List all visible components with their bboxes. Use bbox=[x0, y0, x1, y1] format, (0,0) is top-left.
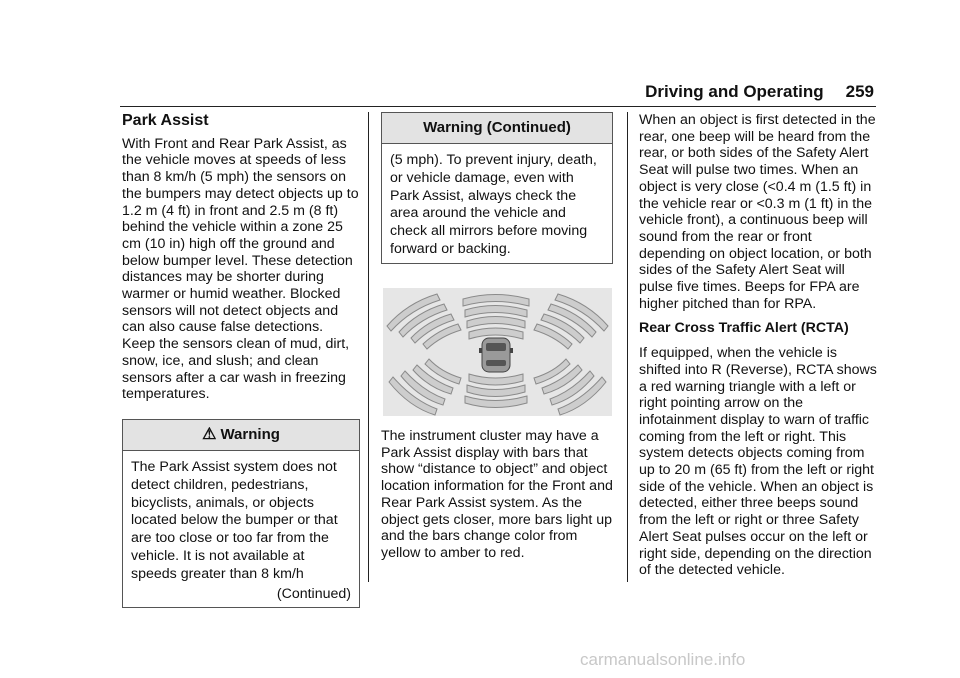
park-assist-illustration bbox=[383, 288, 612, 416]
page-header bbox=[645, 82, 874, 102]
chapter-title: Driving and Operating bbox=[645, 82, 824, 101]
warning-box-continued bbox=[381, 112, 613, 264]
section-heading: Park Assist bbox=[122, 112, 209, 129]
warning-header-continued: Warning (Continued) bbox=[382, 113, 612, 144]
warning-text: The Park Assist system does not detect children, pedestrians, bicyclists, animals, or objects located below the bumper or that are too close or too far from the vehicle. It is not available at speeds greater than 8 km/h bbox=[131, 458, 338, 582]
column-3 bbox=[639, 112, 879, 587]
cluster-display-paragraph: The instrument cluster may have a Park Assist display with bars that show “distance to object” and object location information for the Front and Rear Park Assist system. As the object gets closer, more bars light up and the bars change color from yellow to amber to red. bbox=[381, 428, 613, 561]
continued-label: (Continued) bbox=[276, 585, 351, 602]
column-2 bbox=[381, 112, 613, 264]
warning-box bbox=[122, 419, 360, 608]
warning-title: Warning bbox=[220, 425, 280, 443]
warning-body-continued bbox=[382, 144, 612, 263]
park-assist-paragraph: With Front and Rear Park Assist, as the vehicle moves at speeds of less than 8 km/h (5 mph) the sensors on the bumpers may detect objects up to 1.2 m (4 ft) in front and 2.5 m (8 ft) behind the vehicle within a zone 25 cm (10 in) high off the ground and below bumper level. These detection distances may be shorter during warmer or humid weather. Blocked sensors will not detect objects and can also cause false detections. Keep the sensors clean of mud, dirt, snow, ice, and slush; and clean sensors after a car wash in freezing temperatures. bbox=[122, 135, 359, 403]
column-divider-2 bbox=[627, 112, 628, 582]
column-1 bbox=[122, 112, 360, 608]
header-divider bbox=[120, 106, 876, 107]
column-divider-1 bbox=[368, 112, 369, 582]
warning-header bbox=[123, 420, 359, 451]
column-2-lower bbox=[381, 428, 613, 570]
watermark: carmanualsonline.info bbox=[580, 650, 746, 669]
page-number: 259 bbox=[845, 82, 874, 101]
car-icon bbox=[479, 338, 513, 372]
rcta-paragraph: If equipped, when the vehicle is shifted into R (Reverse), RCTA shows a red warning triangle with a left or right pointing arrow on the infotainment display to warn of traffic coming from the left or right. This system detects objects coming from up to 20 m (65 ft) from the left or right side of the vehicle. When an object is detected, either three beeps sound from the left or right or three Safety Alert Seat pulses occur on the left or right side, depending on the direction of the detected vehicle. bbox=[639, 345, 877, 579]
park-assist-display-figure bbox=[383, 288, 612, 416]
beep-paragraph: When an object is first detected in the rear, one beep will be heard from the rear, or both sides of the Safety Alert Seat will pulse two times. When an object is very close (<0.4 m (1.5 ft) in the vehicle rear or <0.3 m (1 ft) in the vehicle front), a continuous beep will sound from the rear or front depending on object location, or both sides of the Safety Alert Seat will pulse five times. Beeps for FPA are higher pitched than for RPA. bbox=[639, 112, 876, 312]
warning-triangle-icon: ⚠ bbox=[202, 425, 217, 443]
rcta-heading: Rear Cross Traffic Alert (RCTA) bbox=[639, 320, 849, 337]
warning-body bbox=[123, 451, 359, 607]
warning-text-continued: (5 mph). To prevent injury, death, or vehicle damage, even with Park Assist, always check the area around the vehicle and check all mirrors before moving forward or backing. bbox=[390, 152, 597, 257]
